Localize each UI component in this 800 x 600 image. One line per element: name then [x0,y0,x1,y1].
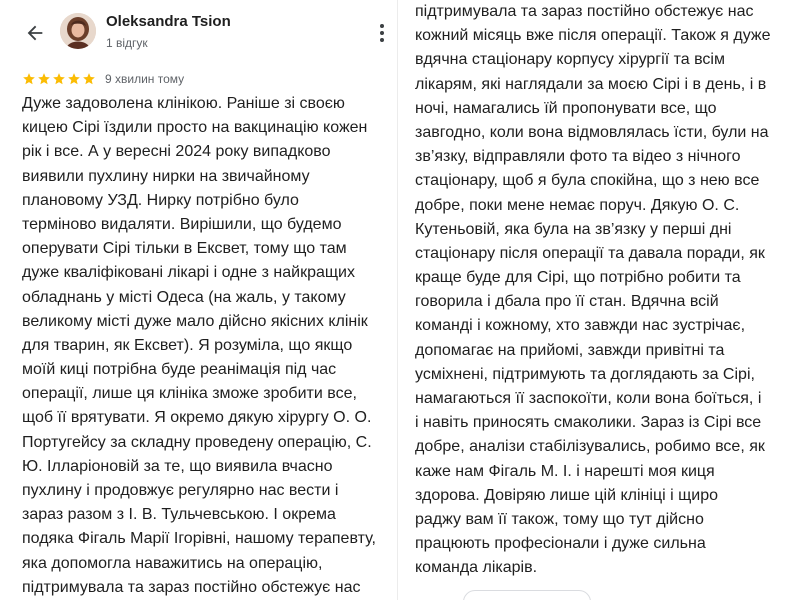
reviewer-review-count: 1 відгук [106,36,148,50]
review-line: подяка Фігаль Марії Ігорівні, нашому терапевту, [22,530,376,548]
review-line: Португейсу за складну проведену операцію, С. [22,433,372,451]
review-line: обладнань у місті Одеса (на жаль, у такому [22,288,346,306]
review-header [0,0,395,64]
review-line: команді і кожному, хто завжди нас зустрічає, [415,317,746,335]
review-line: операції, лише ця клініка зможе зробити все, [22,385,357,403]
review-line: Дуже задоволена клінікою. Раніше зі своєю [22,95,345,112]
review-text [22,92,394,600]
review-line: щоб її врятувати. Я окремо дякую хірургу О. О. [22,409,372,427]
review-line: усміхнені, підтримують та доглядають за Сірі, [415,365,755,383]
review-line: і навіть приносять смаколики. Зараз із Сірі все [415,414,762,432]
review-line: кожний місяць вже після операції. Також я дуже [415,27,771,45]
rating-row [22,70,184,88]
user-avatar-icon [60,13,96,49]
arrow-left-icon [24,22,46,44]
review-line: підтримувала та зараз постійно обстежує нас [415,3,754,20]
review-line: Ю. Ілларіоновій за те, що виявила вчасно [22,457,333,475]
review-line: дуже кваліфіковані лікарі і одне з найкращих [22,264,355,282]
review-line: кицею Сірі їздили просто на вакцинацію кожен [22,119,368,137]
review-line: моїй киці потрібна буде реанімація під час [22,361,337,379]
star-icon [67,72,81,86]
review-line: вдячна стаціонару корпусу хірургії та всім [415,51,725,69]
review-line: зараз разом з І. В. Тульчевською. І окрема [22,506,336,524]
review-line: краще буде для Сірі, що потрібно робити та [415,269,741,287]
review-line: зв’язку, відправляли фото та відео з нічного [415,148,741,166]
review-line: говорила і дбала про її стан. Вдячна всій [415,293,719,311]
review-line: добре, аналізи стабілізувались, робимо все, як [415,438,765,456]
review-line: ночі, намагались їй пропонувати все, що [415,99,717,117]
review-line: терміново видаляти. Вирішили, що будемо [22,215,342,233]
review-line: для тварин, як Ексвет). Я розуміла, що якщо [22,336,353,354]
back-button[interactable] [20,18,50,48]
review-text-continued [415,0,795,581]
review-line: рік і все. А у вересні 2024 року випадково [22,143,331,161]
review-line: здорова. Довіряю лише цій клініці і щиро [415,486,718,504]
bottom-chip[interactable] [463,590,591,600]
review-line: працюють професіонали і дуже сильна [415,535,706,553]
review-time: 9 хвилин тому [105,72,185,86]
review-line: каже нам Фігаль М. І. і нарешті моя киця [415,462,715,480]
review-line: допомагає на прийомі, завжди привітні та [415,341,725,359]
review-line: завгодно, коли вона відмовлялась їсти, були на [415,123,769,141]
review-panel-left [0,0,395,600]
review-line: Кутеньовій, яка була на зв’язку у перші дні [415,220,732,238]
avatar[interactable] [60,13,96,49]
review-line: великому місті дуже мало дійсно якісних клінік [22,312,368,330]
review-line: раджу вам її також, тому що тут дійсно [415,510,704,528]
review-line: оперувати Сірі тільки в Ексвет, тому що там [22,240,347,258]
review-line: пухлину і продовжує регулярно нас вести і [22,482,339,499]
review-line: плановому УЗД. Нирку потрібно було [22,191,299,209]
review-line: добре, поки мене немає поруч. Дякую О. С. [415,196,740,214]
star-icon [52,72,66,86]
more-vertical-icon [380,24,384,28]
star-icon [22,72,36,86]
review-line: яка допомогла наважитись на операцію, [22,554,323,572]
review-line: намагаються її заспокоїти, коли вона боїться, і [415,390,762,407]
review-line: лікарям, які наглядали за моєю Сірі і в день, і в [415,75,767,93]
star-rating [22,72,96,86]
star-icon [37,72,51,86]
more-options-button[interactable] [370,20,394,46]
review-line: стаціонару, щоб я була спокійна, що з нею все [415,172,760,190]
divider [397,0,398,600]
review-line: стаціонару після операції та давала поради, як [415,244,765,262]
review-line: виявили пухлину нирки на звичайному [22,167,310,185]
review-line: команда лікарів. [415,559,538,577]
reviewer-name[interactable]: Oleksandra Tsion [106,13,231,30]
star-icon [82,72,96,86]
review-line: підтримувала та зараз постійно обстежує нас [22,578,361,596]
